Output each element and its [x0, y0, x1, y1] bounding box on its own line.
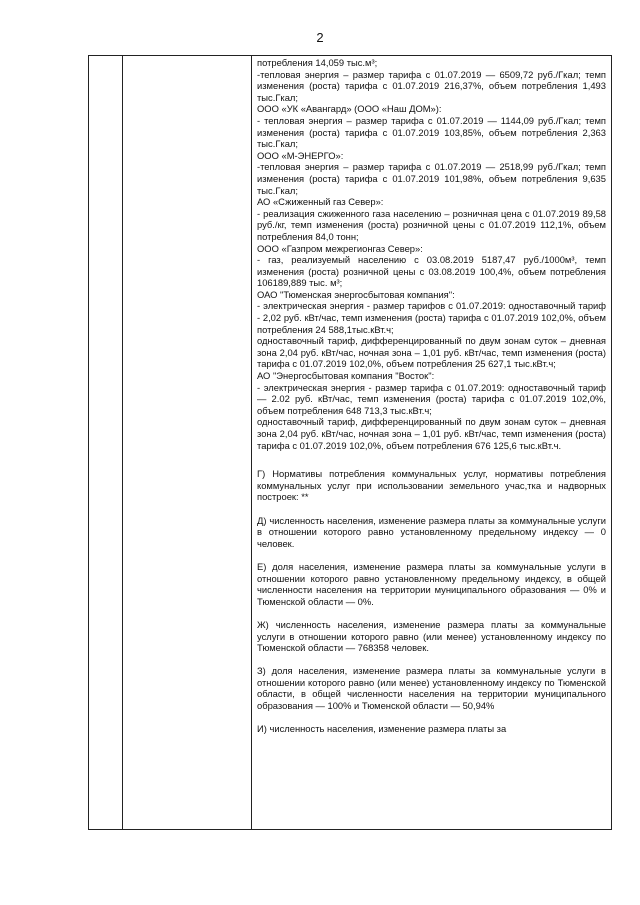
- section-i: И) численность населения, изменение размера платы за: [257, 723, 507, 735]
- text-line-3: ООО «УК «Авангард» (ООО «Наш ДОМ»):: [257, 103, 442, 115]
- page-number: 2: [316, 30, 324, 45]
- text-line-16: одноставочный тариф, дифференцированный по двум зонам суток – дневная зона 2,04 руб. кВт/час, ночная зона – 1,01 руб. кВт/час, темп изменения (роста) тарифа с 01.07.2019 102,0%, объем потребления 676 125,6 тыс.кВт.ч.: [257, 416, 606, 451]
- text-line-5: ООО «М-ЭНЕРГО»:: [257, 149, 344, 161]
- text-line-14: АО "Энергосбытовая компания "Восток":: [257, 370, 435, 382]
- text-line-1: потребления 14,059 тыс.м³;: [257, 57, 378, 68]
- text-line-11: ОАО "Тюменская энергосбытовая компания":: [257, 288, 455, 300]
- section-z: З) доля населения, изменение размера платы за коммунальные услуги в отношении которого равно (или менее) установленному индексу по Тюменской области, в общей численности населения на территории муниципального образования — 100% и Тюменской области — 50,94%: [257, 665, 606, 712]
- section-g: Г) Нормативы потребления коммунальных услуг, нормативы потребления коммунальных услуг при использовании земельного учас,тка и надворных построек: **: [257, 468, 606, 503]
- text-line-4: - тепловая энергия – размер тарифа с 01.07.2019 — 1144,09 руб./Гкал; темп изменения (роста) тарифа с 01.07.2019 103,85%, объем потребления 2,363 тыс.Гкал;: [257, 114, 606, 150]
- section-zh: Ж) численность населения, изменение размера платы за коммунальные услуги в отношении которого равно (или менее) установленному индексу по Тюменской области — 768358 человек.: [257, 618, 606, 654]
- text-line-12: - электрическая энергия - размер тарифов с 01.07.2019: одноставочный тариф - 2,02 руб. кВт/час, темп изменения (роста) тарифа с 01.07.2019 102,0%, объем потребления 24 588,1тыс.кВт.ч;: [257, 300, 606, 335]
- column-divider-2: [251, 56, 252, 829]
- document-table: [88, 55, 612, 830]
- table-content-cell: [257, 57, 606, 735]
- text-line-15: - электрическая энергия - размер тарифа с 01.07.2019: одноставочный тариф — 2.02 руб. кВт/час, темп изменения (роста) тарифа с 01.07.2019 102,0%, объем потребления 648 713,3 тыс.кВт.ч;: [257, 381, 606, 416]
- section-d: Д) численность населения, изменение размера платы за коммунальные услуги в отношении которого равно установленному предельному индексу — 0 человек.: [257, 514, 606, 549]
- column-divider-1: [122, 56, 123, 829]
- text-line-7: АО «Сжиженный газ Север»:: [257, 196, 384, 208]
- text-line-10: - газ, реализуемый населению с 03.08.2019 5187,47 руб./1000м³, темп изменения (роста) розничной цены с 03.08.2019 100,4%, объем потребления 106189,889 тыс. м³;: [257, 254, 606, 289]
- text-line-6: -тепловая энергия – размер тарифа с 01.07.2019 — 2518,99 руб./Гкал; темп изменения (роста) тарифа с 01.07.2019 101,98%, объем потребления 9,635 тыс.Гкал;: [257, 161, 606, 196]
- section-e: Е) доля населения, изменение размера платы за коммунальные услуги в отношении которого равно установленному предельному индексу, в общей численности населения на территории муниципального образования — 0% и Тюменской области — 0%.: [257, 560, 606, 607]
- text-line-9: ООО «Газпром межрегионгаз Север»:: [257, 242, 423, 254]
- text-line-13: одноставочный тариф, дифференцированный по двум зонам суток – дневная зона 2,04 руб. кВт/час, ночная зона – 1,01 руб. кВт/час, темп изменения (роста) тарифа с 01.07.2019 102,0%, объем потребления 25 627,1 тыс.кВт.ч;: [257, 335, 606, 370]
- text-line-2: -тепловая энергия – размер тарифа с 01.07.2019 — 6509,72 руб./Гкал; темп изменения (роста) тарифа с 01.07.2019 216,37%, объем потребления 1,493 тыс.Гкал;: [257, 68, 606, 103]
- text-line-8: - реализация сжиженного газа населению – розничная цена с 01.07.2019 89,58 руб./кг, темп изменения (роста) розничной цены с 01.07.2019 112,1%, объем потребления 84,0 тонн;: [257, 207, 606, 242]
